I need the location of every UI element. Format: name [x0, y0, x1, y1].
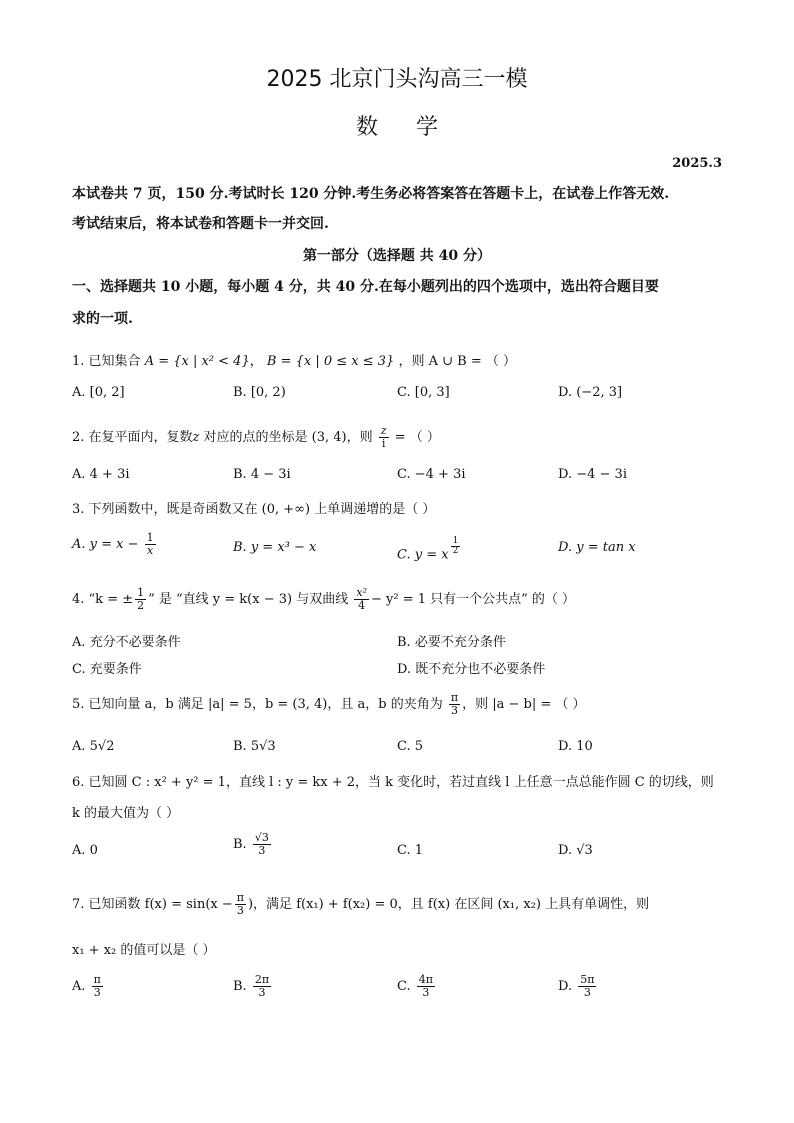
- q1-option-b[interactable]: B. [0, 2): [233, 385, 286, 400]
- q4-option-c[interactable]: C. 充要条件: [72, 662, 142, 677]
- q5-pre: 5. 已知向量 a，b 满足 |a| = 5，b = (3, 4)，且 a，b 的夹角为: [72, 697, 443, 712]
- q4-suffix: − y² = 1 只有一个公共点” 的（ ）: [370, 592, 576, 607]
- q4-option-a[interactable]: A. 充分不必要条件: [72, 635, 181, 650]
- q6-option-b[interactable]: [233, 832, 273, 857]
- q7-opt-a-den: 3: [93, 986, 101, 999]
- q5-option-a[interactable]: A. 5√2: [72, 739, 115, 754]
- q3-opt-a-num: 1: [146, 531, 154, 544]
- exam-date: 2025.3: [672, 156, 722, 171]
- q3-opt-c-exponent: [451, 537, 461, 556]
- q1-set-a: A = {x | x² < 4}: [144, 354, 250, 369]
- q3-opt-c-exp-num: 1: [452, 536, 459, 546]
- q3-option-b[interactable]: B. y = x³ − x: [233, 540, 317, 555]
- q2-frac-num: z: [380, 424, 387, 437]
- q2-suffix: = （ ）: [394, 430, 440, 445]
- q2-mid: 对应的点的坐标是 (3, 4)，则: [199, 430, 373, 445]
- q5-suffix: ，则 |a − b| = （ ）: [462, 697, 586, 712]
- q3-opt-a-text: A. y = x −: [72, 537, 139, 552]
- q3-option-d[interactable]: D. y = tan x: [558, 540, 636, 555]
- q6-opt-b-fraction: [253, 832, 271, 857]
- question-6-line-1: 6. 已知圆 C : x² + y² = 1，直线 l : y = kx + 2，当 k 变化时，若过直线 l 上任意一点总能作圆 C 的切线，则: [72, 775, 714, 790]
- q4-k-den: 2: [137, 599, 145, 612]
- q7-suffix: )，满足 f(x₁) + f(x₂) = 0，且 f(x) 在区间 (x₁, x₂) 上具有单调性，则: [247, 897, 650, 912]
- page-title: 2025 北京门头沟高三一模: [266, 67, 528, 92]
- q5-option-c[interactable]: C. 5: [397, 739, 424, 754]
- question-1: [72, 350, 516, 369]
- q6-opt-b-label: B.: [233, 837, 247, 852]
- q4-option-d[interactable]: D. 既不充分也不必要条件: [397, 662, 546, 677]
- q1-sep: ，: [249, 354, 263, 369]
- q2-option-b[interactable]: B. 4 − 3i: [233, 467, 291, 482]
- question-2: [72, 425, 440, 450]
- notice-line-2: 考试结束后，将本试卷和答题卡一并交回.: [72, 216, 329, 232]
- q2-option-d[interactable]: D. −4 − 3i: [558, 467, 627, 482]
- q2-prefix: 2. 在复平面内，复数: [72, 430, 193, 445]
- q4-pre: 4. “k = ±: [72, 592, 134, 607]
- q1-set-b: B = {x | 0 ≤ x ≤ 3}: [266, 354, 395, 369]
- q7-opt-c-label: C.: [397, 979, 411, 994]
- q7-option-c[interactable]: [397, 974, 437, 999]
- q5-option-d[interactable]: D. 10: [558, 739, 593, 754]
- q3-opt-c-exp-den: 2: [452, 546, 459, 556]
- q7-pre: 7. 已知函数 f(x) = sin(x −: [72, 897, 233, 912]
- q7-opt-d-den: 3: [583, 986, 591, 999]
- q2-fraction: [379, 425, 389, 450]
- q1-option-c[interactable]: C. [0, 3]: [397, 385, 450, 400]
- q4-mid: ” 是 “直线 y = k(x − 3) 与双曲线: [148, 592, 349, 607]
- q7-option-b[interactable]: [233, 974, 273, 999]
- q7-opt-b-num: 2π: [254, 973, 270, 986]
- q6-option-c[interactable]: C. 1: [397, 843, 424, 858]
- q7-opt-a-fraction: [92, 974, 103, 999]
- q5-ang-num: π: [450, 691, 459, 704]
- notice-line-1: 本试卷共 7 页，150 分.考试时长 120 分钟.考生务必将答案答在答题卡上，在试卷上作答无效.: [72, 186, 670, 202]
- part1-heading: 第一部分（选择题 共 40 分）: [302, 248, 492, 264]
- q4-h-num: x²: [356, 586, 367, 599]
- q3-opt-a-fraction: [145, 532, 156, 557]
- q7-opt-d-fraction: [578, 974, 596, 999]
- q7-pi-fraction: [235, 892, 246, 917]
- part1-instruction-1: 一、选择题共 10 小题，每小题 4 分，共 40 分.在每小题列出的四个选项中，选出符合题目要: [72, 279, 659, 295]
- q7-opt-c-den: 3: [422, 986, 430, 999]
- q4-option-b[interactable]: B. 必要不充分条件: [397, 635, 506, 650]
- q3-option-c[interactable]: [397, 537, 462, 562]
- q1-prefix: 1. 已知集合: [72, 354, 141, 369]
- q3-option-a[interactable]: [72, 532, 158, 557]
- q7-opt-a-label: A.: [72, 979, 86, 994]
- q5-angle-fraction: [449, 692, 460, 717]
- q3-opt-c-text: C. y = x: [397, 547, 449, 563]
- q7-opt-c-num: 4π: [418, 973, 433, 986]
- question-5: [72, 692, 586, 717]
- q7-option-a[interactable]: [72, 974, 105, 999]
- q5-ang-den: 3: [450, 704, 458, 717]
- q7-opt-b-den: 3: [258, 986, 266, 999]
- q4-hyperbola-fraction: [354, 587, 369, 612]
- q6-option-a[interactable]: A. 0: [72, 843, 98, 858]
- q7-option-d[interactable]: [558, 974, 598, 999]
- q4-k-num: 1: [137, 586, 145, 599]
- q7-opt-d-num: 5π: [580, 973, 595, 986]
- q7-opt-c-fraction: [417, 974, 435, 999]
- q7-opt-b-label: B.: [233, 979, 247, 994]
- q2-frac-den: i: [381, 437, 386, 450]
- q4-h-den: 4: [358, 599, 366, 612]
- q7-opt-b-fraction: [253, 974, 271, 999]
- question-3: 3. 下列函数中，既是奇函数又在 (0, +∞) 上单调递增的是（ ）: [72, 502, 436, 517]
- q1-option-a[interactable]: A. [0, 2]: [72, 385, 125, 400]
- part1-instruction-2: 求的一项.: [72, 311, 133, 327]
- q4-k-fraction: [135, 587, 146, 612]
- q3-opt-a-den: x: [147, 544, 154, 557]
- q7-pi-den: 3: [236, 904, 244, 917]
- question-4: [72, 587, 575, 612]
- q1-suffix: ，则 A ∪ B = （ ）: [398, 354, 516, 369]
- q6-option-d[interactable]: D. √3: [558, 843, 593, 858]
- q2-z: z: [192, 430, 200, 445]
- q1-option-d[interactable]: D. (−2, 3]: [558, 385, 623, 400]
- q7-pi-num: π: [236, 891, 244, 904]
- q2-option-c[interactable]: C. −4 + 3i: [397, 467, 466, 482]
- question-6-line-2: k 的最大值为（ ）: [72, 806, 180, 821]
- q2-option-a[interactable]: A. 4 + 3i: [72, 467, 130, 482]
- q7-opt-a-num: π: [93, 973, 101, 986]
- question-7-line-2: x₁ + x₂ 的值可以是（ ）: [72, 943, 216, 958]
- q6-opt-b-den: 3: [258, 844, 266, 857]
- q6-opt-b-num: √3: [254, 831, 269, 844]
- q7-opt-d-label: D.: [558, 979, 573, 994]
- q5-option-b[interactable]: B. 5√3: [233, 739, 276, 754]
- question-7: [72, 892, 649, 917]
- subject-title: 数学: [355, 115, 476, 140]
